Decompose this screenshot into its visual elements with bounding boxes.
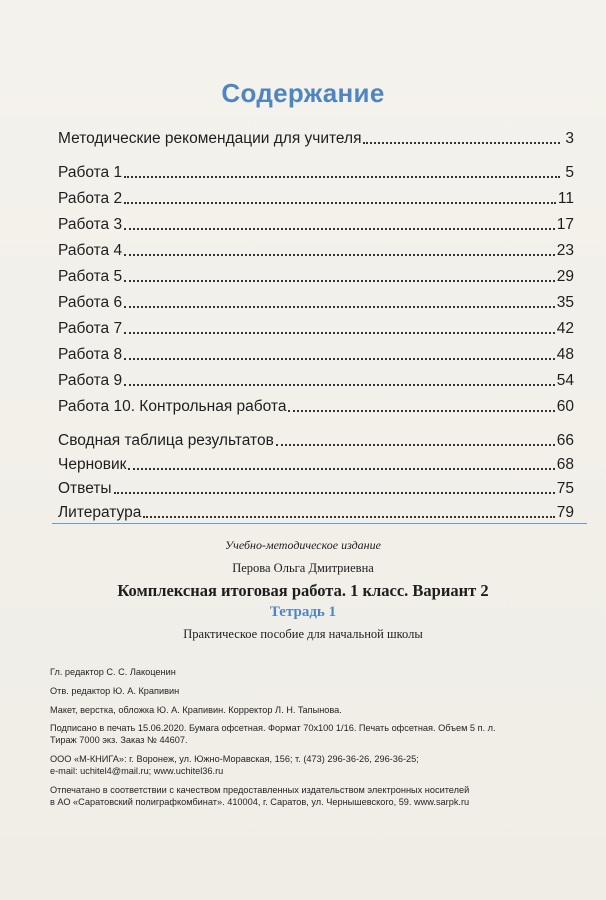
toc-leader-dots [124,202,556,204]
toc-entry-label: Работа 5 [58,268,123,285]
toc-leader-dots [124,358,555,360]
toc-title: Содержание [221,78,385,108]
notebook-number: Тетрадь 1 [269,604,337,620]
toc-entry-page: 48 [556,346,574,363]
book-subtitle: Практическое пособие для начальной школы [183,627,423,641]
imprint-line: Макет, верстка, обложка Ю. А. Крапивин. Корректор Л. Н. Taпынова. [50,705,342,715]
toc-leader-dots [128,468,554,470]
imprint-line: в АО «Саратовский полиграфкомбинат». 410004, г. Саратов, ул. Чернышевского, 59. www.sarpk.ru [50,797,470,807]
toc-leader-dots [363,142,560,144]
toc-entry-label: Сводная таблица результатов [58,432,274,449]
toc-entry-page: 11 [557,190,574,207]
toc-entry-label: Работа 1 [58,164,123,181]
book-title: Комплексная итоговая работа. 1 класс. Вариант 2 [117,581,489,600]
toc-entry[interactable] [58,426,574,450]
toc-entry-label: Литература [58,504,142,521]
imprint-line: ООО «М-КНИГА»: г. Воронеж, ул. Южно-Моравская, 156; т. (473) 296-36-26, 296-36-25; [50,754,419,764]
toc-leader-dots [124,254,555,256]
toc-entry-page: 35 [556,294,574,311]
toc-leader-dots [143,516,554,518]
toc-entry[interactable] [58,236,574,260]
toc-entry[interactable] [58,262,574,286]
toc-leader-dots [124,384,555,386]
toc-entry-page: 5 [565,164,574,181]
toc-leader-dots [124,332,555,334]
toc-entry-label: Работа 9 [58,372,123,389]
author-name: Перова Ольга Дмитриевна [232,561,374,575]
toc-leader-dots [276,444,555,446]
toc-entry-label: Работа 8 [58,346,123,363]
toc-entry-page: 66 [556,432,574,449]
toc-entry-page: 17 [556,216,574,233]
section-divider [52,523,587,524]
toc-entry-page: 60 [556,398,574,415]
toc-entry-label: Ответы [58,480,112,497]
imprint-line: e-mail: uchitel4@mail.ru; www.uchitel36.ru [50,766,224,776]
toc-entry-page: 75 [556,480,574,497]
toc-entry[interactable] [58,288,574,312]
toc-entry-label: Работа 2 [58,190,123,207]
toc-entry[interactable] [58,392,574,416]
toc-entry-label: Черновик [58,456,127,473]
toc-leader-dots [124,176,560,178]
toc-entry[interactable] [58,158,574,182]
toc-entry[interactable] [58,210,574,234]
toc-entry[interactable] [58,366,574,390]
toc-leader-dots [124,228,555,230]
toc-entry-label: Работа 6 [58,294,123,311]
toc-entry-page: 29 [556,268,574,285]
toc-entry[interactable] [58,184,574,208]
imprint-line: Тираж 7000 экз. Заказ № 44607. [50,735,188,745]
toc-leader-dots [288,410,554,412]
toc-entry[interactable] [58,498,574,522]
toc-entry-page: 23 [556,242,574,259]
imprint-line: Гл. редактор С. С. Лакоценин [50,667,176,677]
toc-leader-dots [124,306,555,308]
imprint-line: Подписано в печать 15.06.2020. Бумага офсетная. Формат 70х100 1/16. Печать офсетная. Объем 5 п. л. [50,723,496,733]
toc-entry-page: 79 [556,504,574,521]
toc-leader-dots [114,492,555,494]
toc-entry-page: 54 [556,372,574,389]
imprint-line: Отпечатано в соответствии с качеством предоставленных издательством электронных носителей [50,785,470,795]
toc-entry-page: 68 [556,456,574,473]
edition-type: Учебно-методическое издание [225,538,381,552]
toc-entry[interactable] [58,474,574,498]
toc-entry-label: Работа 4 [58,242,123,259]
toc-entry[interactable] [58,314,574,338]
toc-entry-label: Работа 7 [58,320,123,337]
toc-entry-label: Методические рекомендации для учителя [58,130,362,147]
toc-entry-label: Работа 10. Контрольная работа [58,398,287,415]
toc-entry-page: 42 [556,320,574,337]
toc-entry[interactable] [58,450,574,474]
imprint-line: Отв. редактор Ю. А. Крапивин [50,686,180,696]
toc-entry[interactable] [58,124,574,148]
toc-entry[interactable] [58,340,574,364]
toc-entry-label: Работа 3 [58,216,123,233]
toc-leader-dots [124,280,555,282]
toc-entry-page: 3 [565,130,574,147]
